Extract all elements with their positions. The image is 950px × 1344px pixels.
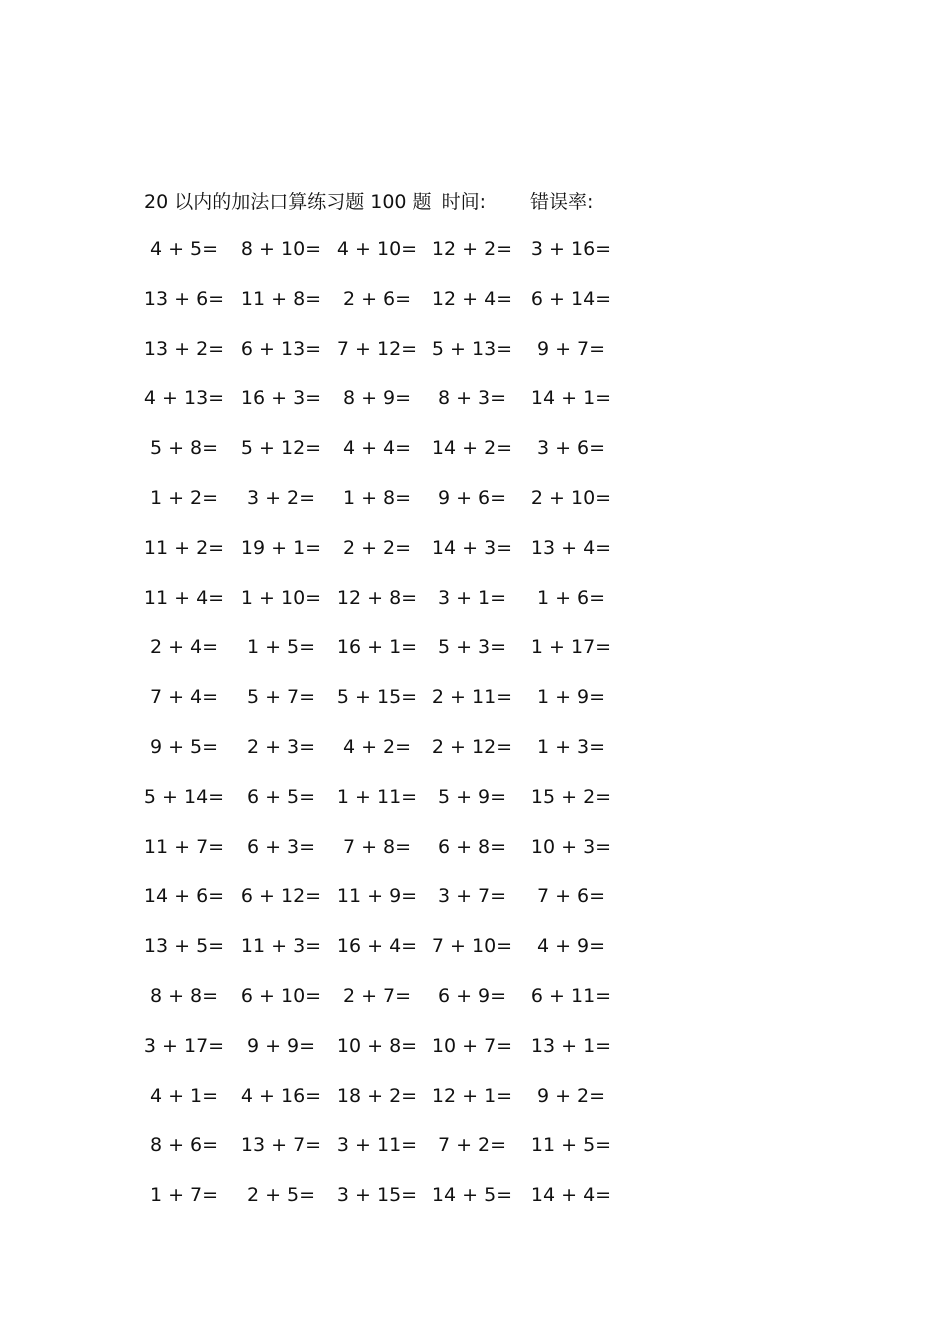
problem-r13-c5: 10 + 3= bbox=[530, 835, 612, 858]
problem-r13-c2: 6 + 3= bbox=[246, 835, 316, 858]
time-label: 时间: bbox=[441, 190, 486, 213]
problem-r16-c3: 2 + 7= bbox=[342, 985, 412, 1007]
problem-r15-c5: 4 + 9= bbox=[536, 935, 606, 958]
problem-r14-c4: 3 + 7= bbox=[437, 885, 507, 908]
problem-r7-c1: 11 + 2= bbox=[143, 536, 225, 559]
problem-r3-c3: 7 + 12= bbox=[336, 337, 418, 360]
problem-r15-c2: 11 + 3= bbox=[240, 935, 322, 958]
problem-r8-c4: 3 + 1= bbox=[437, 586, 507, 609]
problem-r12-c5: 15 + 2= bbox=[530, 785, 612, 808]
problem-r4-c5: 14 + 1= bbox=[530, 387, 612, 410]
problem-r11-c1: 9 + 5= bbox=[149, 736, 219, 758]
problem-r4-c4: 8 + 3= bbox=[437, 387, 507, 410]
problem-r3-c5: 9 + 7= bbox=[536, 337, 606, 360]
problem-r14-c1: 14 + 6= bbox=[143, 885, 225, 908]
problem-r5-c4: 14 + 2= bbox=[431, 437, 513, 460]
problem-r9-c4: 5 + 3= bbox=[437, 636, 507, 659]
problem-r10-c5: 1 + 9= bbox=[536, 686, 606, 709]
problem-r8-c2: 1 + 10= bbox=[240, 586, 322, 609]
problem-r9-c3: 16 + 1= bbox=[336, 636, 418, 659]
problem-r7-c4: 14 + 3= bbox=[431, 536, 513, 559]
problem-r16-c2: 6 + 10= bbox=[240, 985, 322, 1007]
problem-r12-c2: 6 + 5= bbox=[246, 785, 316, 808]
problem-r20-c2: 2 + 5= bbox=[246, 1184, 316, 1207]
problem-r19-c3: 3 + 11= bbox=[336, 1134, 418, 1157]
problem-r13-c1: 11 + 7= bbox=[143, 835, 225, 858]
problem-r2-c4: 12 + 4= bbox=[431, 287, 513, 310]
problem-r2-c3: 2 + 6= bbox=[342, 287, 412, 310]
problem-r6-c1: 1 + 2= bbox=[149, 487, 219, 509]
problem-r18-c2: 4 + 16= bbox=[240, 1084, 322, 1107]
problem-r20-c5: 14 + 4= bbox=[530, 1184, 612, 1207]
problem-r6-c3: 1 + 8= bbox=[342, 487, 412, 509]
problem-r17-c2: 9 + 9= bbox=[246, 1034, 316, 1057]
worksheet-title: 20 以内的加法口算练习题 100 题 bbox=[144, 190, 432, 213]
problem-r2-c1: 13 + 6= bbox=[143, 287, 225, 310]
problem-r1-c3: 4 + 10= bbox=[336, 238, 418, 260]
problem-r10-c1: 7 + 4= bbox=[149, 686, 219, 709]
problem-r11-c3: 4 + 2= bbox=[342, 736, 412, 758]
problem-r2-c5: 6 + 14= bbox=[530, 287, 612, 310]
problem-r11-c5: 1 + 3= bbox=[536, 736, 606, 758]
problem-r11-c2: 2 + 3= bbox=[246, 736, 316, 758]
problem-r5-c5: 3 + 6= bbox=[536, 437, 606, 460]
problem-r1-c4: 12 + 2= bbox=[431, 238, 513, 260]
problem-r20-c3: 3 + 15= bbox=[336, 1184, 418, 1207]
problem-r3-c2: 6 + 13= bbox=[240, 337, 322, 360]
problem-r18-c1: 4 + 1= bbox=[149, 1084, 219, 1107]
problem-r18-c5: 9 + 2= bbox=[536, 1084, 606, 1107]
problem-r9-c5: 1 + 17= bbox=[530, 636, 612, 659]
problem-r1-c5: 3 + 16= bbox=[530, 238, 612, 260]
problem-r16-c5: 6 + 11= bbox=[530, 985, 612, 1007]
problem-r8-c3: 12 + 8= bbox=[336, 586, 418, 609]
problem-r5-c2: 5 + 12= bbox=[240, 437, 322, 460]
problem-r5-c3: 4 + 4= bbox=[342, 437, 412, 460]
problem-r8-c5: 1 + 6= bbox=[536, 586, 606, 609]
error-rate-label: 错误率: bbox=[529, 190, 594, 213]
problem-r7-c3: 2 + 2= bbox=[342, 536, 412, 559]
problem-r3-c4: 5 + 13= bbox=[431, 337, 513, 360]
problem-r7-c5: 13 + 4= bbox=[530, 536, 612, 559]
problem-r12-c4: 5 + 9= bbox=[437, 785, 507, 808]
problem-r14-c5: 7 + 6= bbox=[536, 885, 606, 908]
problem-r1-c2: 8 + 10= bbox=[240, 238, 322, 260]
problem-r10-c3: 5 + 15= bbox=[336, 686, 418, 709]
problem-r7-c2: 19 + 1= bbox=[240, 536, 322, 559]
problem-r13-c3: 7 + 8= bbox=[342, 835, 412, 858]
problem-r4-c1: 4 + 13= bbox=[143, 387, 225, 410]
problem-r15-c4: 7 + 10= bbox=[431, 935, 513, 958]
problem-r15-c1: 13 + 5= bbox=[143, 935, 225, 958]
problem-r14-c2: 6 + 12= bbox=[240, 885, 322, 908]
problem-r8-c1: 11 + 4= bbox=[143, 586, 225, 609]
problem-r13-c4: 6 + 8= bbox=[437, 835, 507, 858]
problem-r20-c4: 14 + 5= bbox=[431, 1184, 513, 1207]
problem-r19-c5: 11 + 5= bbox=[530, 1134, 612, 1157]
problem-r15-c3: 16 + 4= bbox=[336, 935, 418, 958]
problem-r16-c1: 8 + 8= bbox=[149, 985, 219, 1007]
problem-r17-c3: 10 + 8= bbox=[336, 1034, 418, 1057]
problem-r14-c3: 11 + 9= bbox=[336, 885, 418, 908]
problem-r12-c1: 5 + 14= bbox=[143, 785, 225, 808]
problem-r3-c1: 13 + 2= bbox=[143, 337, 225, 360]
problem-r19-c1: 8 + 6= bbox=[149, 1134, 219, 1157]
problem-r17-c1: 3 + 17= bbox=[143, 1034, 225, 1057]
problem-r16-c4: 6 + 9= bbox=[437, 985, 507, 1007]
problem-r4-c3: 8 + 9= bbox=[342, 387, 412, 410]
problem-r4-c2: 16 + 3= bbox=[240, 387, 322, 410]
problem-r6-c5: 2 + 10= bbox=[530, 487, 612, 509]
problem-r17-c4: 10 + 7= bbox=[431, 1034, 513, 1057]
problem-r17-c5: 13 + 1= bbox=[530, 1034, 612, 1057]
problem-r5-c1: 5 + 8= bbox=[149, 437, 219, 460]
problem-r11-c4: 2 + 12= bbox=[431, 736, 513, 758]
problem-r12-c3: 1 + 11= bbox=[336, 785, 418, 808]
problem-r19-c2: 13 + 7= bbox=[240, 1134, 322, 1157]
problem-r6-c2: 3 + 2= bbox=[246, 487, 316, 509]
problem-r6-c4: 9 + 6= bbox=[437, 487, 507, 509]
problem-r10-c2: 5 + 7= bbox=[246, 686, 316, 709]
problem-r9-c2: 1 + 5= bbox=[246, 636, 316, 659]
problem-r2-c2: 11 + 8= bbox=[240, 287, 322, 310]
problem-r18-c3: 18 + 2= bbox=[336, 1084, 418, 1107]
problem-r20-c1: 1 + 7= bbox=[149, 1184, 219, 1207]
problem-r1-c1: 4 + 5= bbox=[149, 238, 219, 260]
problem-r18-c4: 12 + 1= bbox=[431, 1084, 513, 1107]
problem-r9-c1: 2 + 4= bbox=[149, 636, 219, 659]
problem-r10-c4: 2 + 11= bbox=[431, 686, 513, 709]
problem-r19-c4: 7 + 2= bbox=[437, 1134, 507, 1157]
